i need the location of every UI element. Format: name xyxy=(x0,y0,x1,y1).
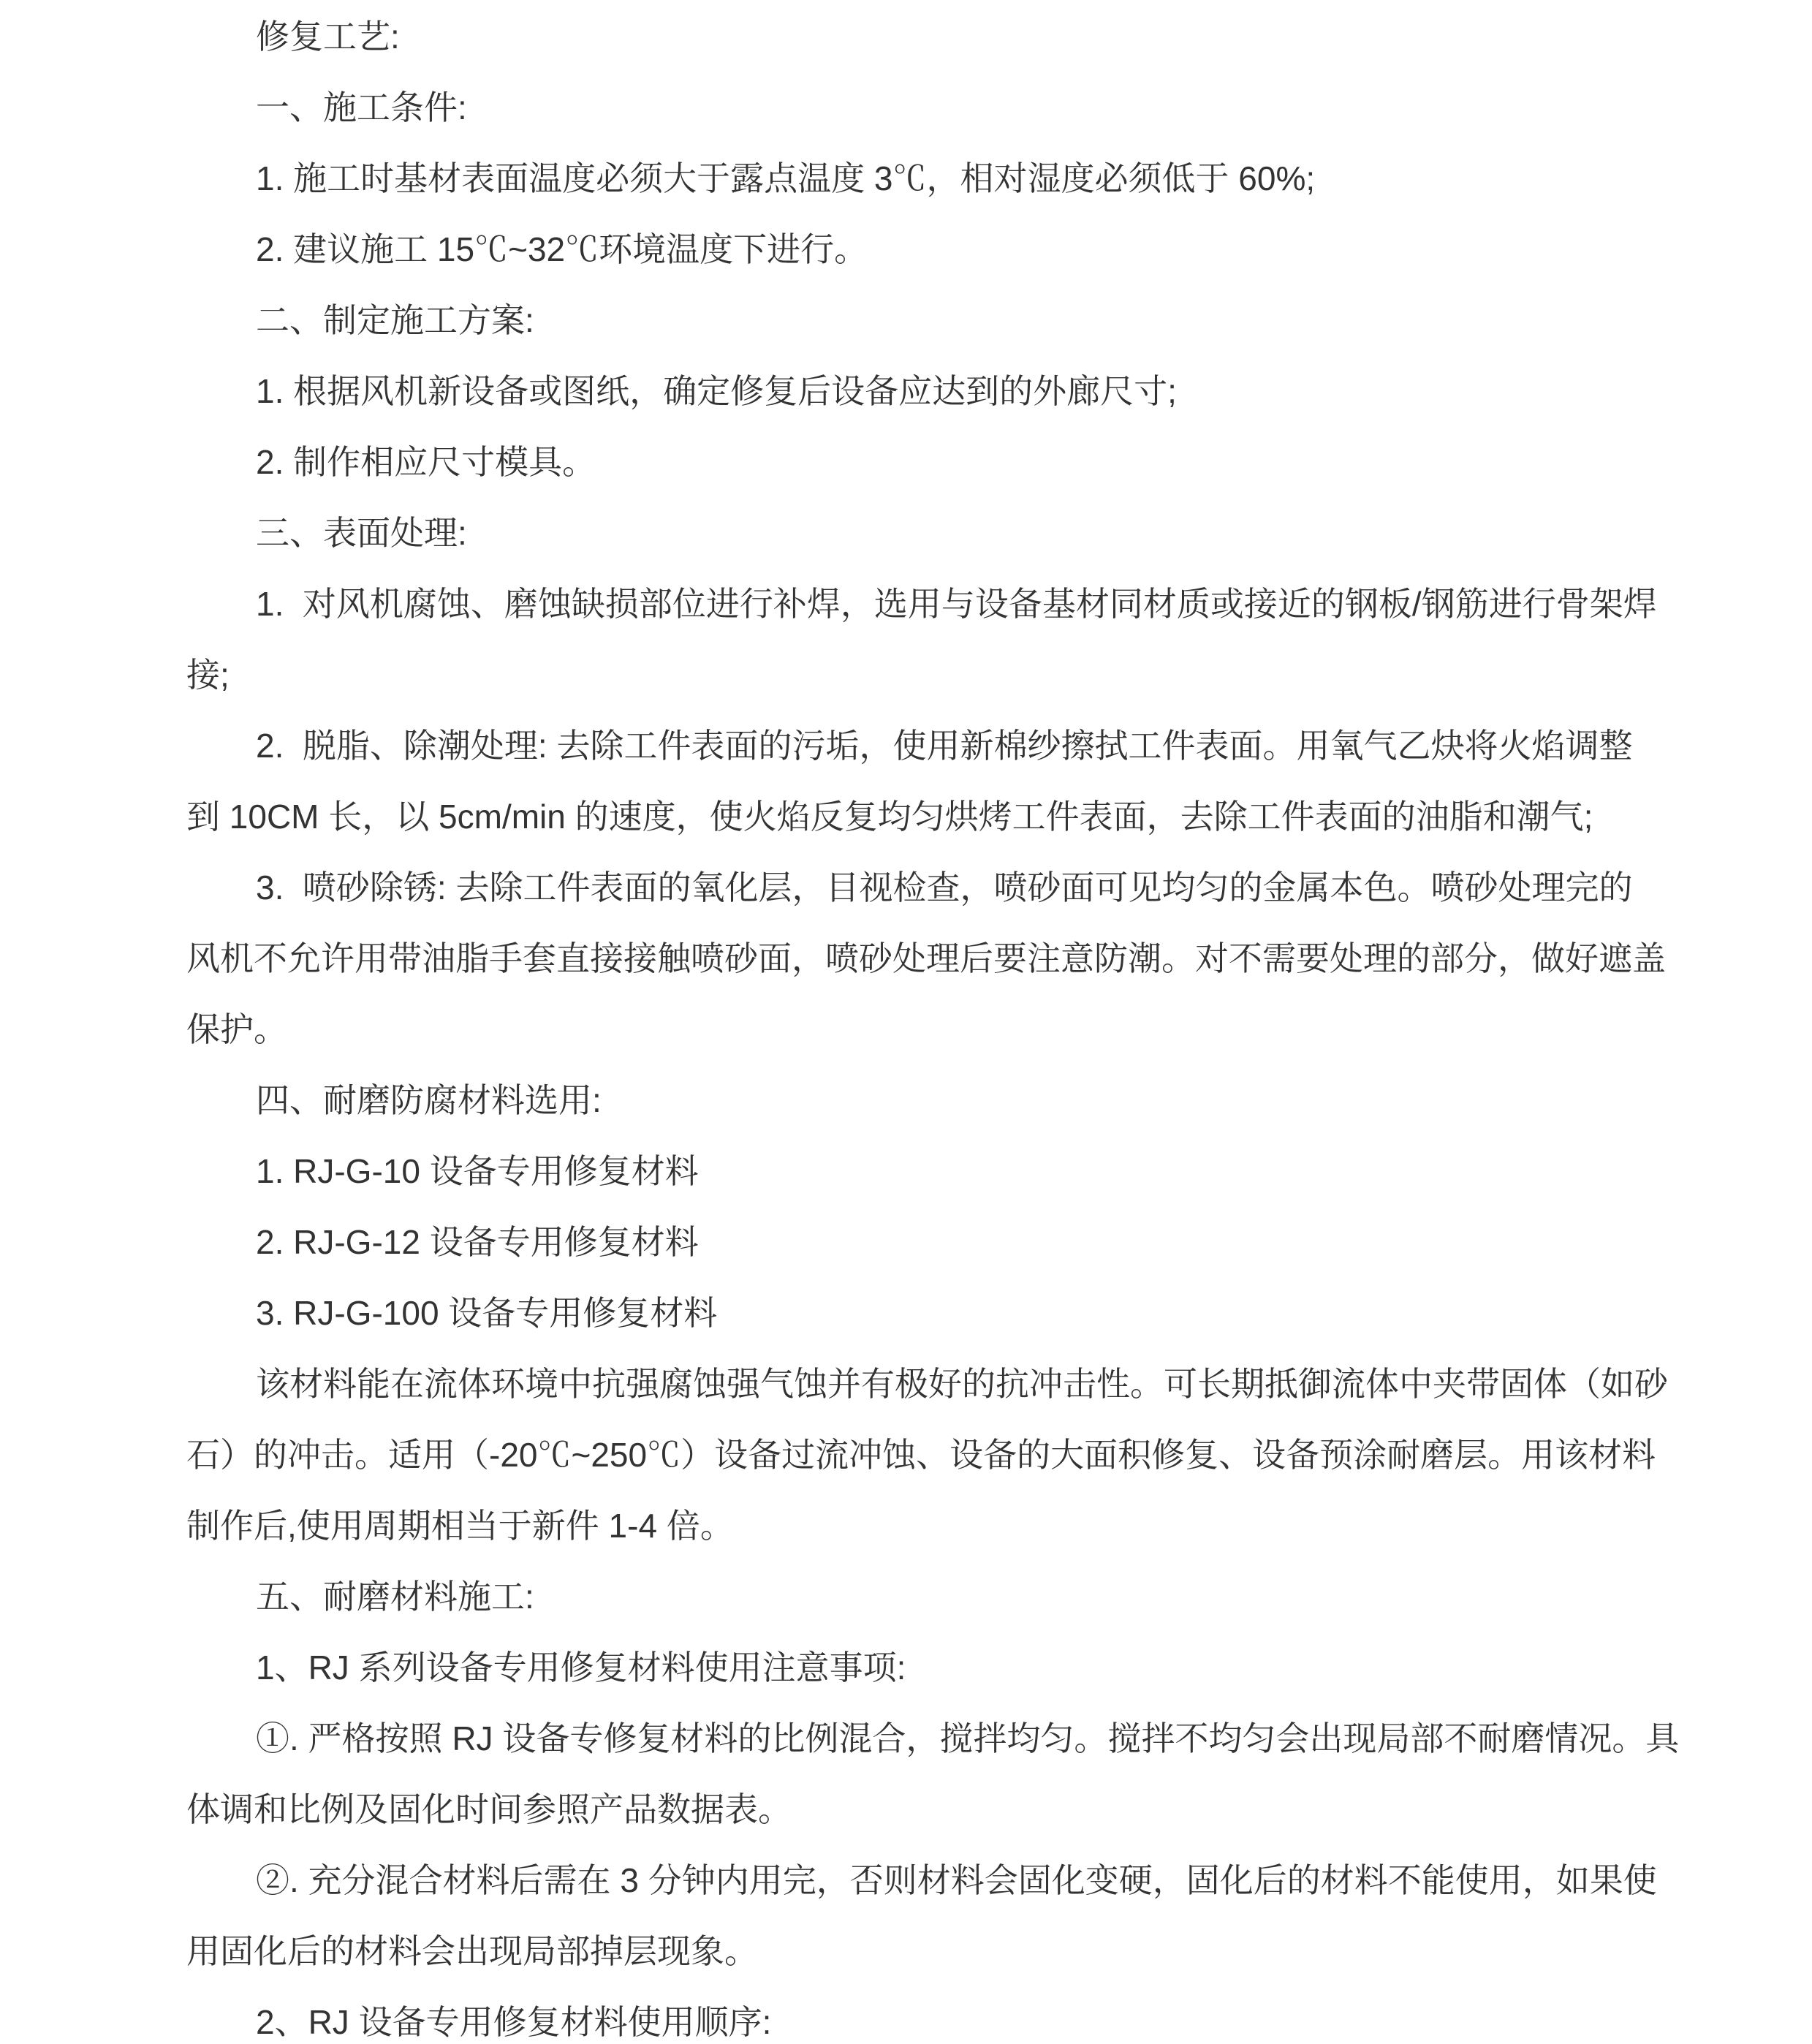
section-heading-line: 五、耐磨材料施工: xyxy=(256,1578,534,1616)
section-heading-line: 一、施工条件: xyxy=(256,88,467,126)
document-title-line: 修复工艺: xyxy=(256,18,400,56)
text-line: 接; xyxy=(186,656,230,694)
text-line: 2. RJ-G-12 设备专用修复材料 xyxy=(256,1223,699,1261)
section-heading-line: 四、耐磨防腐材料选用: xyxy=(256,1081,602,1119)
text-line: 2、RJ 设备专用修复材料使用顺序: xyxy=(256,2003,772,2041)
text-line: 制作后,使用周期相当于新件 1-4 倍。 xyxy=(186,1507,734,1545)
text-line: 体调和比例及固化时间参照产品数据表。 xyxy=(186,1790,792,1828)
text-line: 1. 施工时基材表面温度必须大于露点温度 3℃，相对湿度必须低于 60%; xyxy=(256,159,1316,197)
text-line: 石）的冲击。适用（-20℃~250℃）设备过流冲蚀、设备的大面积修复、设备预涂耐磨层。用该材料 xyxy=(186,1436,1656,1474)
text-line: 1. 对风机腐蚀、磨蚀缺损部位进行补焊，选用与设备基材同材质或接近的钢板/钢筋进行骨架焊 xyxy=(256,585,1657,623)
text-line: ①. 严格按照 RJ 设备专修复材料的比例混合，搅拌均匀。搅拌不均匀会出现局部不耐磨情况。具 xyxy=(256,1719,1680,1757)
text-line: 1. 根据风机新设备或图纸，确定修复后设备应达到的外廊尺寸; xyxy=(256,372,1177,410)
text-line: 1、RJ 系列设备专用修复材料使用注意事项: xyxy=(256,1649,906,1687)
text-line: 保护。 xyxy=(186,1010,287,1048)
text-line: 风机不允许用带油脂手套直接接触喷砂面，喷砂处理后要注意防潮。对不需要处理的部分，做好遮盖 xyxy=(186,939,1666,977)
section-heading-line: 三、表面处理: xyxy=(256,514,467,552)
text-line: 用固化后的材料会出现局部掉层现象。 xyxy=(186,1932,758,1970)
section-heading-line: 二、制定施工方案: xyxy=(256,301,534,339)
text-line: 该材料能在流体环境中抗强腐蚀强气蚀并有极好的抗冲击性。可长期抵御流体中夹带固体（如砂 xyxy=(256,1365,1668,1403)
text-line: 3. RJ-G-100 设备专用修复材料 xyxy=(256,1294,718,1332)
document-body xyxy=(186,1,1680,2044)
text-line: 2. 脱脂、除潮处理: 去除工件表面的污垢，使用新棉纱擦拭工件表面。用氧气乙炔将火焰调整 xyxy=(256,727,1633,765)
text-line: 2. 制作相应尺寸模具。 xyxy=(256,443,596,481)
text-line: 3. 喷砂除锈: 去除工件表面的氧化层，目视检查，喷砂面可见均匀的金属本色。喷砂处理完的 xyxy=(256,868,1633,906)
text-line: ②. 充分混合材料后需在 3 分钟内用完，否则材料会固化变硬，固化后的材料不能使用，如果使 xyxy=(256,1861,1657,1899)
text-line: 2. 建议施工 15℃~32℃环境温度下进行。 xyxy=(256,230,868,268)
text-line: 到 10CM 长，以 5cm/min 的速度，使火焰反复均匀烘烤工件表面，去除工件表面的油脂和潮气; xyxy=(186,798,1593,836)
text-line: 1. RJ-G-10 设备专用修复材料 xyxy=(256,1152,699,1190)
